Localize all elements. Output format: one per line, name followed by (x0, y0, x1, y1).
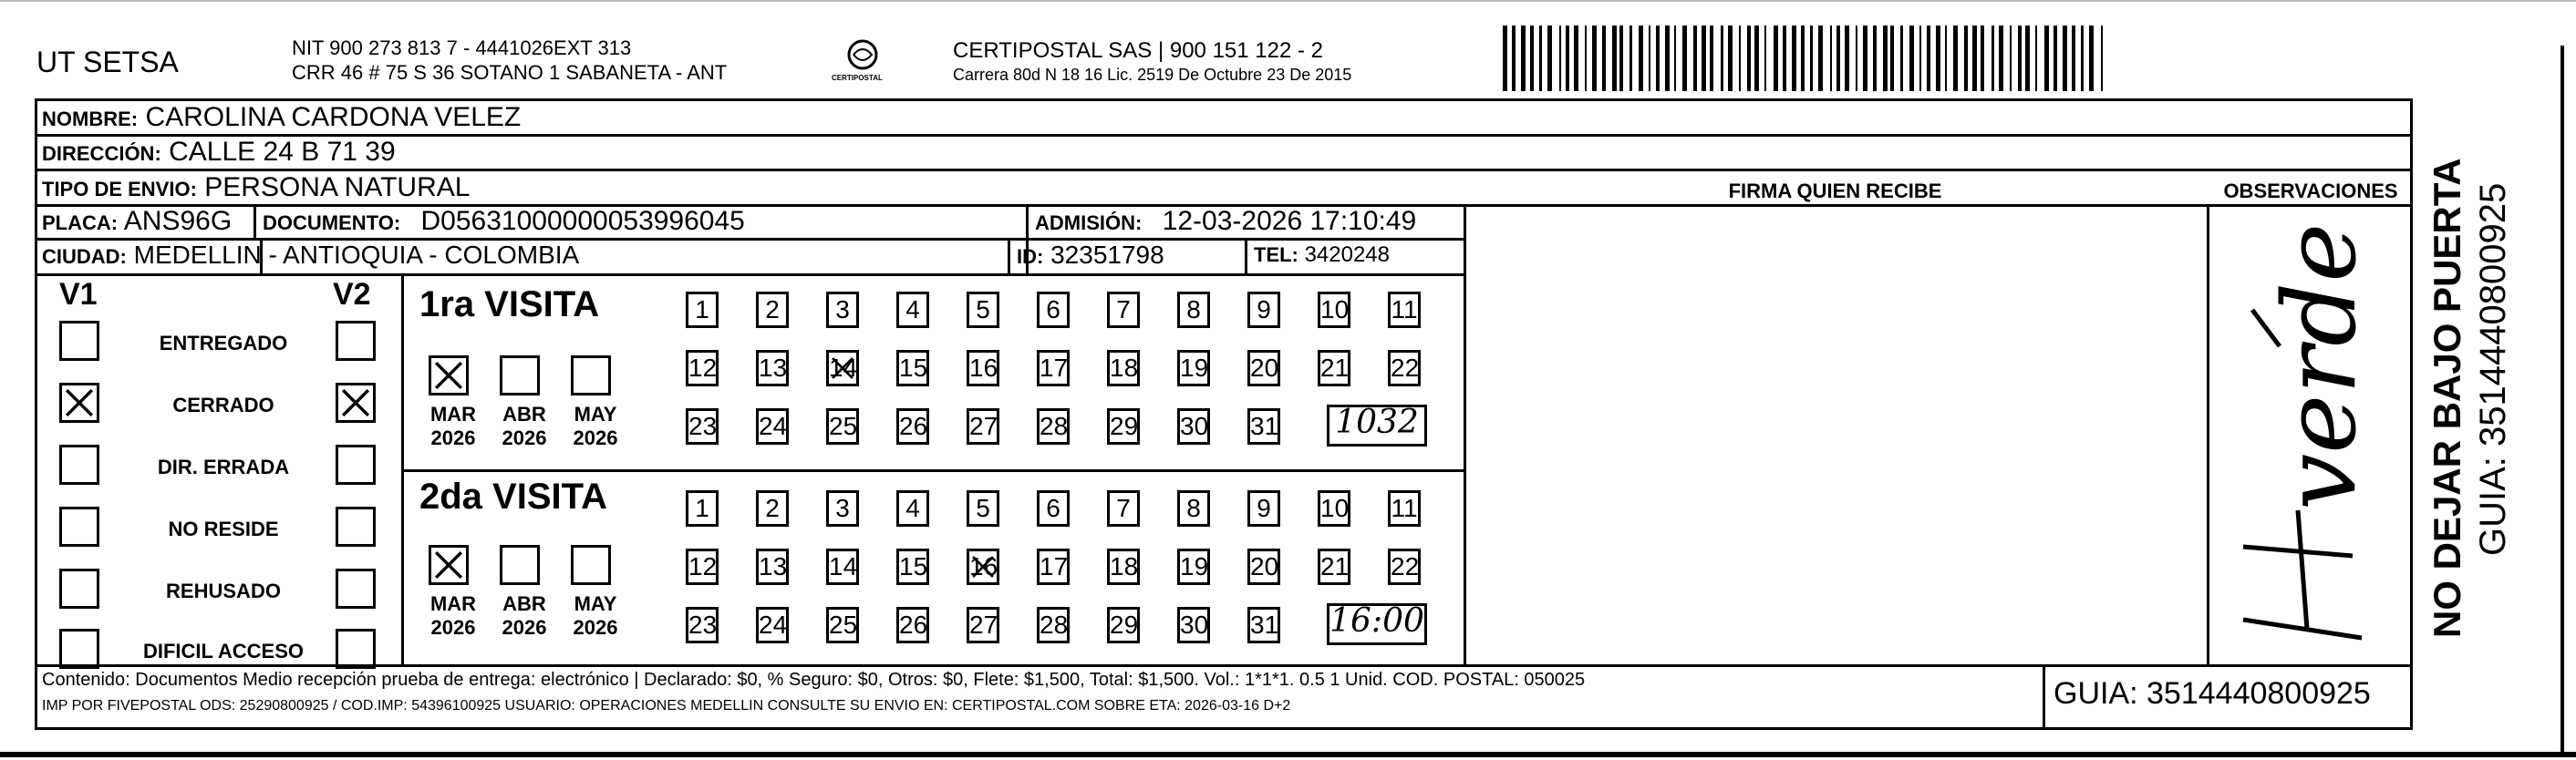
month-year: 2026 (502, 426, 547, 449)
day-box[interactable]: 9 (1247, 292, 1280, 328)
day-box[interactable]: 11 (1388, 490, 1421, 527)
v1-checkbox[interactable] (59, 321, 99, 361)
day-box[interactable]: 14 (826, 549, 859, 585)
barcode-bar (1801, 26, 1805, 91)
v1-checkbox[interactable] (59, 569, 99, 609)
v2-checkbox[interactable] (336, 629, 376, 669)
status-label: CERRADO (172, 394, 274, 416)
day-box[interactable]: 22 (1388, 350, 1421, 386)
v1-checkbox[interactable] (59, 507, 99, 547)
day-box[interactable]: 21 (1318, 350, 1350, 386)
barcode-bar (1674, 26, 1676, 91)
barcode-bar (2025, 26, 2030, 91)
firma-header: FIRMA QUIEN RECIBE (1728, 180, 1942, 202)
observaciones-header: OBSERVACIONES (2223, 180, 2398, 202)
direccion-value: CALLE 24 B 71 39 (169, 137, 396, 167)
barcode-bar (1830, 26, 1832, 91)
barcode (1503, 26, 2114, 91)
month-checkbox[interactable] (571, 355, 611, 395)
nit-line: NIT 900 273 813 7 - 4441026EXT 313 (292, 36, 632, 59)
day-box[interactable]: 8 (1177, 292, 1210, 328)
month-checkbox[interactable] (429, 355, 469, 395)
admision-value: 12-03-2026 17:10:49 (1162, 206, 1417, 236)
v2-header: V2 (333, 277, 371, 312)
ciudad-label: CIUDAD: (42, 245, 127, 268)
sender-address: CRR 46 # 75 S 36 SOTANO 1 SABANETA - ANT (292, 61, 728, 84)
x-mark-icon (431, 548, 466, 582)
visita2-title: 2da VISITA (419, 477, 607, 517)
barcode-bar (1629, 26, 1632, 91)
side-warning: NO DEJAR BAJO PUERTA (2426, 158, 2468, 638)
barcode-bar (1503, 26, 1507, 91)
month-checkbox[interactable] (500, 545, 540, 585)
barcode-bar (1754, 26, 1759, 91)
barcode-bar (1693, 26, 1697, 91)
day-box[interactable]: 24 (756, 607, 789, 643)
footer-line-2: IMP POR FIVEPOSTAL ODS: 25290800925 / COD.IMP: 54396100925 USUARIO: OPERACIONES MEDELLIN CONSULTE SU ENVIO EN: CERTIPOSTAL.COM SOBRE ETA: 2026-03-16 D+2 (42, 698, 1291, 714)
barcode-bar (1999, 26, 2003, 91)
barcode-bar (1721, 26, 1723, 91)
barcode-bar (1682, 26, 1687, 91)
day-box[interactable]: 12 (686, 549, 719, 585)
observaciones-strokes (2225, 292, 2389, 656)
barcode-bar (1649, 26, 1650, 91)
day-box[interactable]: 27 (967, 408, 999, 445)
day-box[interactable]: 13 (756, 549, 789, 585)
v2-checkbox[interactable] (336, 321, 376, 361)
logo-text: CERTIPOSTAL (832, 74, 883, 82)
month-year: 2026 (430, 426, 476, 449)
barcode-bar (1845, 26, 1849, 91)
day-box[interactable]: 22 (1388, 549, 1421, 585)
documento-label: DOCUMENTO: (263, 211, 401, 234)
certipostal-name: CERTIPOSTAL SAS | 900 151 122 - 2 (953, 38, 1323, 63)
barcode-bar (2063, 26, 2067, 91)
footer-guia: GUIA: 3514440800925 (2054, 676, 2371, 711)
barcode-bar (2018, 26, 2022, 91)
barcode-bar (1873, 26, 1877, 91)
admision-label: ADMISIÓN: (1035, 211, 1143, 234)
barcode-bar (1936, 26, 1940, 91)
day-box[interactable]: 31 (1247, 408, 1280, 445)
barcode-bar (1836, 26, 1840, 91)
barcode-bar (1710, 26, 1713, 91)
day-box[interactable]: 15 (896, 350, 929, 386)
day-box[interactable]: 20 (1247, 549, 1280, 585)
month-label: MAR (429, 592, 477, 615)
day-box[interactable]: 14 (826, 350, 859, 386)
day-box[interactable]: 17 (1037, 350, 1070, 386)
certipostal-logo (832, 35, 890, 89)
barcode-bar (1883, 26, 1888, 91)
day-box[interactable]: 21 (1318, 549, 1350, 585)
day-box[interactable]: 8 (1177, 490, 1210, 527)
day-box[interactable]: 3 (826, 292, 859, 328)
barcode-bar (2054, 26, 2057, 91)
day-box[interactable]: 28 (1037, 607, 1070, 643)
barcode-bar (2089, 26, 2094, 91)
day-box[interactable]: 3 (826, 490, 859, 527)
tel-label: TEL: (1254, 243, 1298, 266)
barcode-bar (1559, 26, 1561, 91)
day-box[interactable]: 10 (1318, 490, 1350, 527)
barcode-bar (1981, 26, 1984, 91)
id-value: 32351798 (1050, 241, 1164, 269)
barcode-bar (2081, 26, 2084, 91)
nombre-value: CAROLINA CARDONA VELEZ (145, 102, 522, 132)
day-box[interactable]: 19 (1177, 549, 1210, 585)
barcode-bar (2072, 26, 2075, 91)
day-box[interactable]: 2 (756, 292, 789, 328)
day-box[interactable]: 5 (967, 292, 999, 328)
v1-checkbox[interactable] (59, 629, 99, 669)
status-label: DIR. ERRADA (157, 456, 290, 478)
month-year: 2026 (502, 616, 547, 639)
x-mark-icon (62, 385, 97, 420)
day-box[interactable]: 23 (686, 408, 719, 445)
barcode-bar (1665, 26, 1670, 91)
footer-line-1: Contenido: Documentos Medio recepción prueba de entrega: electrónico | Declarado: $0, % Seguro: $0, Otros: $0, Flete: $1,500, Total: $1,500. Vol.: 1*1*1. 0.5 1 Unid. COD. POSTAL: 050025 (42, 670, 1586, 690)
side-guia: GUIA: 3514440800925 (2473, 182, 2513, 556)
x-mark-icon (969, 551, 997, 582)
handwritten-day-note: 1032 (1327, 405, 1427, 447)
placa-value: ANS96G (123, 206, 233, 236)
barcode-bar (1702, 26, 1706, 91)
day-box[interactable]: 12 (686, 350, 719, 386)
day-box[interactable]: 18 (1107, 549, 1140, 585)
day-box[interactable]: 29 (1107, 408, 1140, 445)
barcode-bar (1747, 26, 1751, 91)
company-name: UT SETSA (36, 46, 179, 78)
day-box[interactable]: 27 (967, 607, 999, 643)
barcode-bar (2035, 26, 2037, 91)
barcode-bar (1792, 26, 1796, 91)
status-label: NO RESIDE (168, 518, 279, 540)
nombre-label: NOMBRE: (42, 108, 139, 130)
day-box[interactable]: 25 (826, 408, 859, 445)
barcode-bar (1945, 26, 1947, 91)
barcode-bar (2044, 26, 2049, 91)
barcode-bar (1585, 26, 1587, 91)
day-box[interactable]: 23 (686, 607, 719, 643)
barcode-bar (1547, 26, 1552, 91)
barcode-bar (1656, 26, 1660, 91)
status-label: REHUSADO (166, 580, 281, 602)
barcode-bar (1927, 26, 1930, 91)
placa-label: PLACA: (42, 211, 119, 234)
month-label: MAY (574, 403, 617, 426)
barcode-bar (1964, 26, 1968, 91)
barcode-bar (2101, 26, 2103, 91)
x-mark-icon (829, 353, 856, 384)
day-box[interactable]: 7 (1107, 292, 1140, 328)
barcode-bar (2010, 26, 2012, 91)
day-box[interactable]: 16 (967, 549, 999, 585)
day-box[interactable]: 25 (826, 607, 859, 643)
day-box[interactable]: 6 (1037, 490, 1070, 527)
barcode-bar (1739, 26, 1741, 91)
day-box[interactable]: 1 (686, 292, 719, 328)
day-box[interactable]: 16 (967, 350, 999, 386)
month-checkbox[interactable] (429, 545, 469, 585)
barcode-bar (1639, 26, 1643, 91)
barcode-bar (1953, 26, 1958, 91)
barcode-bar (1991, 26, 1994, 91)
day-box[interactable]: 18 (1107, 350, 1140, 386)
day-box[interactable]: 26 (896, 607, 929, 643)
day-box[interactable]: 30 (1177, 408, 1210, 445)
status-label: DIFICIL ACCESO (142, 640, 304, 662)
day-box[interactable]: 30 (1177, 607, 1210, 643)
day-box[interactable]: 1 (686, 490, 719, 527)
month-label: MAY (574, 592, 617, 615)
barcode-bar (1728, 26, 1733, 91)
barcode-bar (1612, 26, 1617, 91)
barcode-bar (1512, 26, 1516, 91)
day-box[interactable]: 11 (1388, 292, 1421, 328)
day-box[interactable]: 10 (1318, 292, 1350, 328)
barcode-bar (1810, 26, 1813, 91)
day-box[interactable]: 26 (896, 408, 929, 445)
barcode-bar (1900, 26, 1903, 91)
barcode-bar (1863, 26, 1867, 91)
day-box[interactable]: 7 (1107, 490, 1140, 527)
barcode-bar (1764, 26, 1766, 91)
id-label: ID: (1017, 245, 1044, 268)
day-box[interactable]: 5 (967, 490, 999, 527)
x-mark-icon (431, 358, 466, 393)
month-label: MAR (429, 403, 477, 426)
day-box[interactable]: 15 (896, 549, 929, 585)
day-box[interactable]: 29 (1107, 607, 1140, 643)
direccion-label: DIRECCIÓN: (42, 142, 161, 165)
barcode-bar (1972, 26, 1977, 91)
day-box[interactable]: 6 (1037, 292, 1070, 328)
month-label: ABR (502, 592, 546, 615)
barcode-bar (1530, 26, 1534, 91)
barcode-bar (1783, 26, 1786, 91)
barcode-bar (1574, 26, 1578, 91)
day-box[interactable]: 2 (756, 490, 789, 527)
month-year: 2026 (430, 616, 476, 639)
day-box[interactable]: 17 (1037, 549, 1070, 585)
month-year: 2026 (573, 426, 618, 449)
barcode-bar (1919, 26, 1921, 91)
barcode-bar (1521, 26, 1526, 91)
barcode-bar (1539, 26, 1542, 91)
tipo-value: PERSONA NATURAL (204, 172, 471, 202)
barcode-bar (1890, 26, 1894, 91)
v2-checkbox[interactable] (336, 383, 376, 423)
barcode-bar (1619, 26, 1623, 91)
barcode-bar (1566, 26, 1569, 91)
documento-value: D05631000000053996045 (420, 206, 745, 236)
day-box[interactable]: 9 (1247, 490, 1280, 527)
day-box[interactable]: 4 (896, 490, 929, 527)
tel-value: 3420248 (1304, 242, 1390, 267)
x-mark-icon (338, 385, 373, 420)
visita1-title: 1ra VISITA (419, 284, 600, 324)
month-checkbox[interactable] (500, 355, 540, 395)
day-box[interactable]: 19 (1177, 350, 1210, 386)
v1-checkbox[interactable] (59, 383, 99, 423)
status-label: ENTREGADO (159, 332, 288, 354)
month-label: ABR (502, 403, 546, 426)
ciudad-value: MEDELLIN - ANTIOQUIA - COLOMBIA (133, 241, 580, 269)
v2-checkbox[interactable] (336, 445, 376, 485)
certipostal-license: Carrera 80d N 18 16 Lic. 2519 De Octubre 23 De 2015 (953, 66, 1352, 84)
barcode-bar (1592, 26, 1597, 91)
day-box[interactable]: 24 (756, 408, 789, 445)
barcode-bar (1602, 26, 1606, 91)
v1-header: V1 (59, 277, 98, 312)
v2-checkbox[interactable] (336, 569, 376, 609)
barcode-bar (1909, 26, 1914, 91)
day-box[interactable]: 4 (896, 292, 929, 328)
v1-checkbox[interactable] (59, 445, 99, 485)
tipo-label: TIPO DE ENVIO: (42, 178, 197, 200)
day-box[interactable]: 31 (1247, 607, 1280, 643)
barcode-bar (1856, 26, 1857, 91)
month-year: 2026 (573, 616, 618, 639)
month-checkbox[interactable] (571, 545, 611, 585)
day-box[interactable]: 20 (1247, 350, 1280, 386)
v2-checkbox[interactable] (336, 507, 376, 547)
barcode-bar (1818, 26, 1823, 91)
handwritten-day-note: 16:00 (1327, 603, 1427, 645)
day-box[interactable]: 13 (756, 350, 789, 386)
day-box[interactable]: 28 (1037, 408, 1070, 445)
barcode-bar (1774, 26, 1778, 91)
observaciones-handwriting: verde (2261, 222, 2378, 510)
